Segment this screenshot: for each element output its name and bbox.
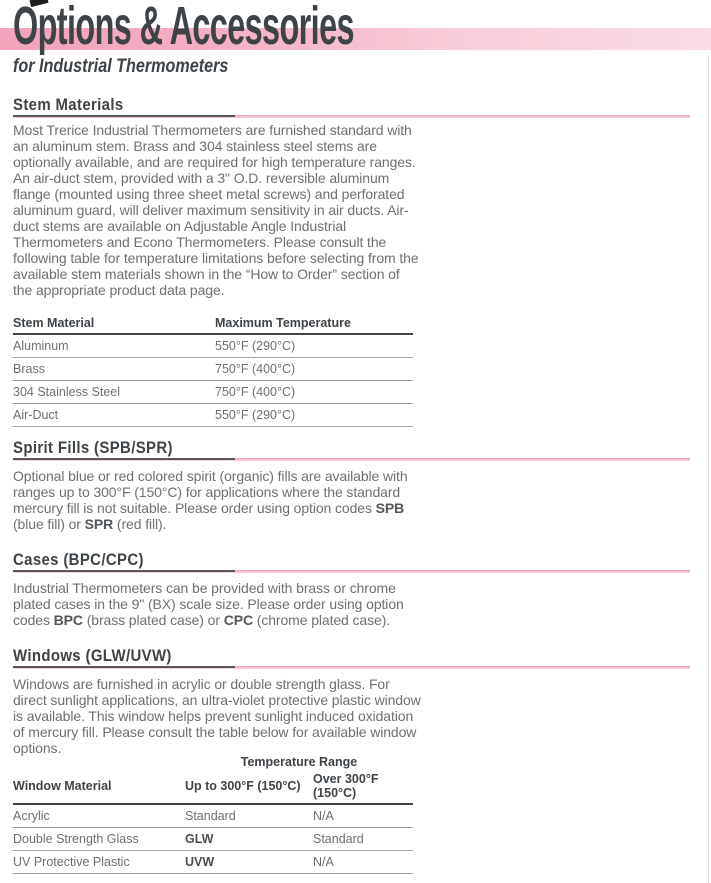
table-cell: 750°F (400°C) — [215, 358, 413, 381]
table-cell: UVW — [185, 851, 313, 874]
table-cell: Standard — [185, 804, 313, 828]
table-row — [13, 804, 413, 828]
text-segment: Industrial Thermometers can be provided with brass or chrome plated cases in the 9" (BX) scale size. Please order using option codes — [13, 580, 404, 628]
section-heading-label: Cases (BPC/CPC) — [13, 550, 144, 569]
table-cell: Acrylic — [13, 804, 185, 828]
cases-paragraph — [13, 580, 421, 628]
option-code: SPB — [375, 500, 405, 516]
section-heading-cases — [13, 550, 700, 573]
column-header: Window Material — [13, 770, 185, 804]
table-cell: 304 Stainless Steel — [13, 381, 215, 404]
text-segment: (blue fill) or — [13, 516, 85, 532]
heading-dark-rule — [13, 570, 235, 572]
heading-dark-rule — [13, 666, 235, 668]
text-segment: (brass plated case) or — [82, 612, 224, 628]
stem-materials-table — [13, 314, 413, 427]
table-row — [13, 851, 413, 874]
section-heading-windows — [13, 646, 700, 669]
option-code: SPR — [84, 516, 114, 532]
table-cell: 550°F (290°C) — [215, 404, 413, 427]
column-header: Over 300°F (150°C) — [313, 770, 413, 804]
column-header: Stem Material — [13, 314, 215, 334]
heading-dark-rule — [13, 458, 235, 460]
table-cell: Air-Duct — [13, 404, 215, 427]
table-header-row — [13, 770, 413, 804]
table-cell: 550°F (290°C) — [215, 334, 413, 358]
text-segment: (chrome plated case). — [252, 612, 391, 628]
table-cell: UV Protective Plastic — [13, 851, 185, 874]
option-code: BPC — [53, 612, 83, 628]
section-heading-label: Spirit Fills (SPB/SPR) — [13, 438, 173, 457]
table-cell: GLW — [185, 828, 313, 851]
windows-paragraph: Windows are furnished in acrylic or double strength glass. For direct sunlight applications, an ultra-violet protective plastic window is available. This window helps prevent sunlight induced oxidation of mercury fill. Please consult the table below for available window options. — [13, 676, 421, 756]
table-cell: 750°F (400°C) — [215, 381, 413, 404]
column-header: Up to 300°F (150°C) — [185, 770, 313, 804]
table-row — [13, 334, 413, 358]
table-span-header-row — [13, 755, 413, 770]
text-segment: (red fill). — [113, 516, 167, 532]
page-edge-shadow — [708, 55, 709, 883]
page-subtitle: for Industrial Thermometers — [13, 56, 229, 77]
text-segment: Optional blue or red colored spirit (organic) fills are available with ranges up to 300°F (150°C) for applications where the standard mercury fill is not suitable. Please order using option codes — [13, 468, 408, 516]
section-heading-spirit-fills — [13, 438, 700, 461]
windows-table — [13, 755, 413, 874]
table-cell: Double Strength Glass — [13, 828, 185, 851]
heading-dark-rule — [13, 115, 235, 117]
table-row — [13, 381, 413, 404]
column-header: Maximum Temperature — [215, 314, 413, 334]
stem-materials-paragraph: Most Trerice Industrial Thermometers are furnished standard with an aluminum stem. Brass and 304 stainless steel stems are optionally available, and are required for high temperature ranges. An air-duct stem, provided with a 3" O.D. reversible aluminum flange (mounted using three sheet metal screws) and perforated aluminum guard, will deliver maximum sensitivity in air ducts. Air-duct stems are available on Adjustable Angle Industrial Thermometers and Econo Thermometers. Please consult the following table for temperature limitations before selecting from the available stem materials shown in the “How to Order” section of the appropriate product data page. — [13, 122, 419, 298]
span-column-header: Temperature Range — [240, 755, 358, 769]
table-row — [13, 404, 413, 427]
page-title: Options & Accessories — [13, 0, 354, 56]
empty-cell — [13, 755, 185, 770]
section-heading-label: Stem Materials — [13, 95, 124, 114]
table-cell: N/A — [313, 804, 413, 828]
table-header-row — [13, 314, 413, 334]
table-row — [13, 358, 413, 381]
option-code: CPC — [223, 612, 253, 628]
spirit-fills-paragraph — [13, 468, 421, 532]
section-heading-label: Windows (GLW/UVW) — [13, 646, 172, 665]
table-cell: N/A — [313, 851, 413, 874]
section-heading-stem-materials — [13, 95, 700, 118]
table-row — [13, 828, 413, 851]
table-cell: Brass — [13, 358, 215, 381]
table-cell: Aluminum — [13, 334, 215, 358]
table-cell: Standard — [313, 828, 413, 851]
